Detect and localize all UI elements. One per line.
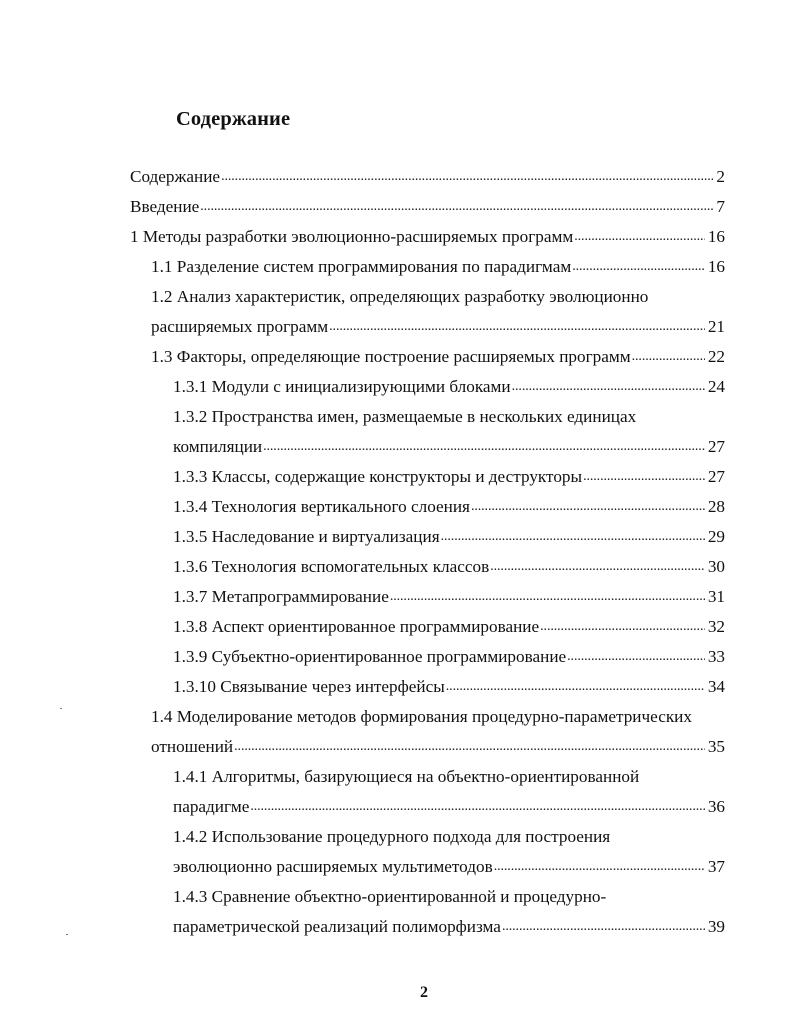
toc-entry-page: 37 [707,857,725,876]
toc-entry [173,436,725,458]
toc-entry-title: 1.4.3 Сравнение объектно-ориентированной и процедурно- [173,887,607,906]
toc-entry-page: 28 [707,497,725,516]
scan-speck [66,934,68,935]
toc-entry-page: 22 [707,347,725,366]
toc-entry-page: 31 [707,587,725,606]
toc-entry-page: 27 [707,437,725,456]
toc-entry-title-cont: отношений [151,737,234,756]
dot-leader [512,374,705,398]
toc-entry-page: 29 [707,527,725,546]
toc-entry [173,496,725,518]
toc-entry [130,166,725,188]
toc-entry-page: 16 [707,227,725,246]
toc-entry-page: 36 [707,797,725,816]
toc-entry-title: 1.3.7 Метапрограммирование [173,587,389,606]
toc-entry-title-cont: расширяемых программ [151,317,329,336]
toc-entry-title: 1.3.5 Наследование и виртуализация [173,527,440,546]
toc-entry [130,226,725,248]
toc-entry [151,316,725,338]
toc-entry-page: 2 [716,167,725,186]
page-title: Содержание [176,108,291,130]
dot-leader [572,254,705,278]
toc-entry-title: 1.3 Факторы, определяющие построение расширяемых программ [151,347,631,366]
toc-entry-title: Содержание [130,167,221,186]
toc-entry [151,346,725,368]
toc-entry-title: 1.3.6 Технология вспомогательных классов [173,557,490,576]
dot-leader [574,224,705,248]
toc-entry [173,616,725,638]
dot-leader [441,524,705,548]
page-number: 2 [420,984,428,1001]
toc-entry-title: Введение [130,197,200,216]
dot-leader [234,734,705,758]
toc-entry [151,256,725,278]
toc-entry [173,586,725,608]
toc-entry-title: 1 Методы разработки эволюционно-расширяемых программ [130,227,574,246]
toc-entry [173,856,725,878]
toc-entry [173,526,725,548]
dot-leader [502,914,705,938]
toc-entry-page: 21 [707,317,725,336]
toc-entry-title-cont: параметрической реализаций полиморфизма [173,917,501,936]
toc-entry-title: 1.3.9 Субъектно-ориентированное программирование [173,647,567,666]
dot-leader [567,644,705,668]
toc-entry [173,376,725,398]
toc-entry-title-cont: парадигме [173,797,250,816]
toc-entry-title: 1.3.10 Связывание через интерфейсы [173,677,445,696]
toc-entry-title: 1.3.1 Модули с инициализирующими блоками [173,377,511,396]
toc-entry-title: 1.4 Моделирование методов формирования процедурно-параметрических [151,707,692,726]
toc-entry-title: 1.4.2 Использование процедурного подхода для построения [173,827,611,846]
dot-leader [446,674,705,698]
toc-entry [130,196,725,218]
dot-leader [471,494,705,518]
toc-entry-title-cont: компиляции [173,437,263,456]
toc-entry-title: 1.2 Анализ характеристик, определяющих разработку эволюционно [151,287,649,306]
toc-entry-title: 1.3.4 Технология вертикального слоения [173,497,470,516]
toc-entry-title: 1.1 Разделение систем программирования по парадигмам [151,257,572,276]
toc-entry-page: 30 [707,557,725,576]
toc-entry [173,676,725,698]
dot-leader [583,464,705,488]
dot-leader [250,794,704,818]
dot-leader [200,194,713,218]
toc-entry-page: 16 [707,257,725,276]
toc-entry-title-cont: эволюционно расширяемых мультиметодов [173,857,493,876]
toc-entry-title: 1.4.1 Алгоритмы, базирующиеся на объектно-ориентированной [173,767,640,786]
toc-entry-page: 33 [707,647,725,666]
dot-leader [221,164,713,188]
dot-leader [494,854,705,878]
toc-entry [173,916,725,938]
toc-entry [173,796,725,818]
toc-entry-page: 24 [707,377,725,396]
toc-entry-page: 34 [707,677,725,696]
dot-leader [632,344,705,368]
toc-entry-title: 1.3.8 Аспект ориентированное программирование [173,617,540,636]
toc-entry-title: 1.3.2 Пространства имен, размещаемые в нескольких единицах [173,407,637,426]
toc-entry-page: 35 [707,737,725,756]
toc-entry-page: 7 [716,197,725,216]
dot-leader [490,554,705,578]
scan-speck [60,708,62,709]
toc-entry [173,466,725,488]
toc-entry [173,556,725,578]
toc-entry-title: 1.3.3 Классы, содержащие конструкторы и деструкторы [173,467,583,486]
toc-entry [173,646,725,668]
toc-entry-page: 32 [707,617,725,636]
dot-leader [540,614,705,638]
dot-leader [329,314,705,338]
toc-entry-page: 27 [707,467,725,486]
toc-entry-page: 39 [707,917,725,936]
dot-leader [263,434,705,458]
toc-entry [151,736,725,758]
dot-leader [390,584,705,608]
